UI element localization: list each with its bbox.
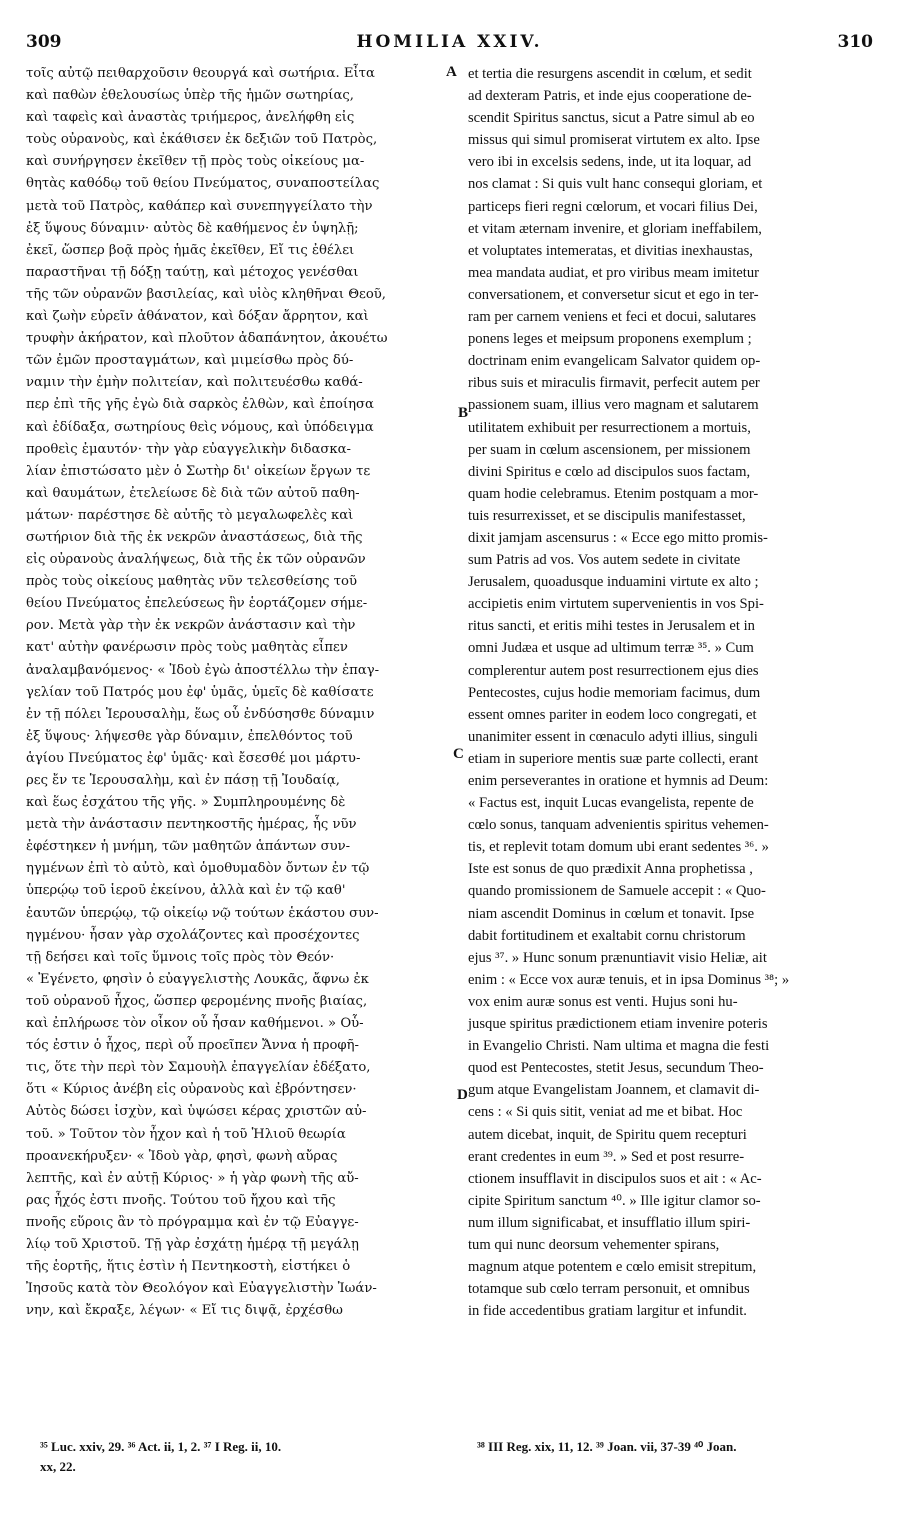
footnotes-left <box>40 1437 455 1477</box>
latin-text-line: « Factus est, inquit Lucas evangelista, repente de <box>468 795 754 812</box>
greek-text-line: ὑπερῴῳ τοῦ ἱεροῦ ἐκείνου, ἀλλὰ καὶ ἐν τῷ καθ' <box>26 883 346 899</box>
greek-text-line: γελίαν τοῦ Πατρός μου ἐφ' ὑμᾶς, ὑμεῖς δὲ καθίσατε <box>26 684 374 700</box>
latin-text-line: nos clamat : Si quis vult hanc consequi gloriam, et <box>468 176 763 193</box>
greek-text-line: εἰς οὐρανοὺς ἀναλήψεως, διὰ τῆς ἐκ τῶν οὐρανῶν <box>26 552 366 568</box>
latin-text-line: ritus sancti, et eritis mihi testes in Jerusalem et in <box>468 618 755 635</box>
greek-text-line: καὶ ζωὴν εὑρεῖν ἀθάνατον, καὶ δόξαν ἄρρητον, καὶ <box>26 309 369 325</box>
greek-text-line: τῶν ἐμῶν προσταγμάτων, καὶ μιμείσθω πρὸς δύ- <box>26 353 354 369</box>
latin-text-line: quam hodie celebramus. Etenim postquam a mor- <box>468 485 759 502</box>
latin-text-line: utilitatem exhibuit per resurrectionem a mortuis, <box>468 419 751 436</box>
greek-text-line: ἐξ ὕψους· λήψεσθε γὰρ δύναμιν, ἐπελθόντος τοῦ <box>26 728 353 744</box>
latin-text-line: tum qui nunc deorsum vehementer spirans, <box>468 1236 720 1253</box>
latin-text-line: totamque sub cœlo terram personuit, et omnibus <box>468 1281 750 1298</box>
greek-text-line: παραστῆναι τῇ δόξῃ ταύτῃ, καὶ μέτοχος γενέσθαι <box>26 264 359 280</box>
greek-text-line: θείου Πνεύματος ἐπελεύσεως ἣν ἑορτάζομεν σήμε- <box>26 596 368 612</box>
page-number-right: 310 <box>837 32 873 52</box>
latin-text-line: num illum significabat, et insufflatio illum spiri- <box>468 1214 751 1231</box>
latin-text-line: tis, et replevit totam domum ubi erant sedentes ³⁶. » <box>468 839 769 856</box>
greek-text-line: καὶ ἐδίδαξα, σωτηρίους θεὶς νόμους, καὶ ὑπόδειγμα <box>26 419 374 435</box>
latin-text-line: et vitam æternam invenire, et gloriam ineffabilem, <box>468 220 762 237</box>
latin-text-line: quando promissionem de Samuele accepit : « Quo- <box>468 883 766 900</box>
latin-text-line: gum atque Evangelistam Joannem, et clamavit di- <box>468 1082 760 1099</box>
latin-text-line: et voluptates intemeratas, et divitias inexhaustas, <box>468 242 753 259</box>
greek-text-line: λίῳ τοῦ Χριστοῦ. Τῇ γὰρ ἐσχάτῃ ἡμέρᾳ τῇ μεγάλῃ <box>26 1236 359 1252</box>
latin-text-line: Pentecostes, cujus hodie memoriam facimus, dum <box>468 684 761 701</box>
greek-text-line: περ ἐπὶ τῆς γῆς ἐγὼ διὰ σαρκὸς ἐλθὼν, καὶ ἐποίησα <box>26 397 374 413</box>
greek-text-line: πρὸς τοὺς οἰκείους μαθητὰς νῦν τελεσθείσης τοῦ <box>26 574 357 590</box>
greek-text-line: τῇ δεήσει καὶ τοῖς ὕμνοις τοῖς πρὸς τὸν Θεόν· <box>26 949 335 965</box>
greek-text-line: ἁγίου Πνεύματος ἐφ' ὑμᾶς· καὶ ἔσεσθέ μοι μάρτυ- <box>26 750 361 766</box>
section-marker-d: D <box>457 1087 468 1103</box>
latin-text-line: particeps fieri regni cœlorum, et vocari filius Dei, <box>468 198 758 215</box>
page-header <box>26 32 873 58</box>
greek-text-line: τοῖς αὐτῷ πειθαρχοῦσιν θεουργά καὶ σωτήρια. Εἶτα <box>26 66 375 81</box>
greek-text-line: μετὰ τοῦ Πατρὸς, καθάπερ καὶ συνεπηγγείλατο τὴν <box>26 198 373 214</box>
latin-text-line: enim perseverantes in oratione et hymnis ad Deum: <box>468 773 769 789</box>
greek-text-line: λεπτῆς, καὶ ἐν αὐτῇ Κύριος· » ἡ γὰρ φωνὴ τῆς αὔ- <box>26 1170 359 1186</box>
greek-text-line: μετὰ τὴν ἀνάστασιν πεντηκοστῆς ἡμέρας, ἧς νῦν <box>26 817 357 833</box>
greek-text-line: σωτήριον διὰ τῆς ἐκ νεκρῶν ἀναστάσεως, διὰ τῆς <box>26 529 363 545</box>
greek-text-line: πνοῆς εὕροις ἂν τὸ πρόγραμμα καὶ ἐν τῷ Εὐαγγε- <box>26 1214 359 1230</box>
greek-text-line: τός ἐστιν ὁ ἦχος, περὶ οὗ προεῖπεν Ἄννα ἡ προφῆ- <box>26 1038 359 1054</box>
latin-text-line: ribus suis et miraculis firmavit, perfecit autem per <box>468 375 760 392</box>
running-title: HOMILIA XXIV. <box>356 32 543 52</box>
greek-text-line: τοὺς οὐρανοὺς, καὶ ἐκάθισεν ἐκ δεξιῶν τοῦ Πατρὸς, <box>26 132 378 148</box>
greek-text-line: κατ' αὐτὴν φανέρωσιν πρὸς τοὺς μαθητὰς εἶπεν <box>26 640 348 656</box>
latin-text-line: quod est Pentecostes, stetit Jesus, secundum Theo- <box>468 1060 764 1077</box>
greek-text-line: ἐφέστηκεν ἡ μνήμη, τῶν μαθητῶν ἁπάντων συν- <box>26 839 351 855</box>
latin-text-line: ponens leges et meipsum proponens exemplum ; <box>468 331 752 348</box>
latin-text-line: per suam in cœlum ascensionem, per missionem <box>468 441 751 458</box>
greek-text-line: τοῦ οὐρανοῦ ἦχος, ὥσπερ φερομένης πνοῆς βιαίας, <box>26 993 368 1009</box>
latin-text-line: ram per carnem veniens et feci et docui, salutares <box>468 309 757 326</box>
latin-text-line: missus qui simul promiserat virtutem ex alto. Ipse <box>468 132 760 149</box>
greek-text-line: ναμιν τὴν ἐμὴν πολιτείαν, καὶ πολιτευέσθω καθά- <box>26 375 363 391</box>
greek-text-line: καὶ συνήργησεν ἐκεῖθεν τῇ πρὸς τοὺς οἰκείους μα- <box>26 154 365 170</box>
latin-text-line: ejus ³⁷. » Hunc sonum prænuntiavit visio Heliæ, ait <box>468 949 767 966</box>
latin-text-line: enim : « Ecce vox auræ tenuis, et in ipsa Dominus ³⁸; » <box>468 971 790 988</box>
latin-text-line: cens : « Si quis sitit, veniat ad me et bibat. Hoc <box>468 1104 743 1121</box>
greek-text-line: τρυφὴν ἀκήρατον, καὶ πλοῦτον ἀδαπάνητον, ἀκουέτω <box>26 331 388 347</box>
latin-text-line: sum Patris ad vos. Vos autem sedete in civitate <box>468 552 741 569</box>
greek-text-line: ρον. Μετὰ γὰρ τὴν ἐκ νεκρῶν ἀνάστασιν καὶ τὴν <box>26 618 356 634</box>
section-marker-a: A <box>446 64 457 80</box>
greek-text-line: καὶ ἐπλήρωσε τὸν οἶκον οὗ ἦσαν καθήμενοι. » Οὗ- <box>26 1016 364 1032</box>
latin-text-line: in fide accedentibus gratiam largitur et infundit. <box>468 1303 747 1320</box>
greek-text-line: τῆς ἑορτῆς, ἥτις ἐστὶν ἡ Πεντηκοστὴ, εἱστήκει ὁ <box>26 1259 351 1275</box>
greek-text-line: προανεκήρυξεν· « Ἰδοὺ γὰρ, φησὶ, φωνὴ αὔρας <box>26 1148 338 1164</box>
latin-text-line: vox enim auræ sonus est venti. Hujus soni hu- <box>468 993 738 1010</box>
latin-text-line: cipite Spiritum sanctum ⁴⁰. » Ille igitur clamor so- <box>468 1192 761 1209</box>
greek-text-line: ἐν τῇ πόλει Ἱερουσαλὴμ, ἕως οὗ ἐνδύσησθε δύναμιν <box>26 706 375 722</box>
latin-text-line: ctionem insufflavit in discipulos suos et ait : « Ac- <box>468 1170 762 1187</box>
greek-text-line: νην, καὶ ἔκραξε, λέγων· « Εἴ τις διψᾷ, ἐρχέσθω <box>26 1303 343 1319</box>
page-number-left: 309 <box>26 32 62 52</box>
latin-text-line: magnum atque potentem e cœlo emisit strepitum, <box>468 1259 757 1276</box>
greek-text-line: Ἰησοῦς κατὰ τὸν Θεολόγον καὶ Εὐαγγελιστὴν Ἰωάν- <box>26 1281 377 1297</box>
greek-text-column <box>26 63 456 1322</box>
latin-text-line: et tertia die resurgens ascendit in cœlum, et sedit <box>468 66 752 82</box>
greek-text-line: ἐκεῖ, ὥσπερ βοᾷ πρὸς ἡμᾶς ἐκεῖθεν, Εἴ τις ἐθέλει <box>26 242 355 258</box>
latin-text-line: autem dicebat, inquit, de Spiritu quem recepturi <box>468 1126 747 1143</box>
latin-text-line: omni Judæa et usque ad ultimum terræ ³⁵. » Cum <box>468 640 754 657</box>
latin-text-column <box>468 63 876 1322</box>
greek-text-line: « Ἐγένετο, φησὶν ὁ εὐαγγελιστὴς Λουκᾶς, ἄφνω ἐκ <box>26 971 369 987</box>
latin-text-line: tuis resurrexisset, et se discipulis manifestasset, <box>468 507 746 524</box>
greek-text-line: ρας ἦχός ἐστι πνοῆς. Τούτου τοῦ ἤχου καὶ τῆς <box>26 1192 336 1208</box>
footnote-line: ³⁸ III Reg. xix, 11, 12. ³⁹ Joan. vii, 37-39 ⁴⁰ Joan. <box>477 1439 737 1454</box>
latin-text-line: accipietis enim virtutem supervenientis in vos Spi- <box>468 596 764 613</box>
footnote-line: ³⁵ Luc. xxiv, 29. ³⁶ Act. ii, 1, 2. ³⁷ I Reg. ii, 10. <box>40 1439 282 1454</box>
greek-text-line: τῆς τῶν οὐρανῶν βασιλείας, καὶ υἱὸς κληθῆναι Θεοῦ, <box>26 286 386 302</box>
greek-text-line: ηγμένου· ἦσαν γὰρ σχολάζοντες καὶ προσέχοντες <box>26 927 360 943</box>
latin-text-line: erant credentes in eum ³⁹. » Sed et post resurre- <box>468 1148 745 1165</box>
greek-text-line: ἑαυτῶν ὑπερῴῳ, τῷ οἰκείῳ νῷ τούτων ἑκάστου συν- <box>26 905 379 921</box>
greek-text-line: καὶ θαυμάτων, ἐτελείωσε δὲ διὰ τῶν αὐτοῦ παθη- <box>26 485 360 501</box>
greek-text-line: θητὰς καθόδῳ τοῦ θείου Πνεύματος, συναποστείλας <box>26 176 380 192</box>
greek-text-line: τοῦ. » Τοῦτον τὸν ἦχον καὶ ἡ τοῦ Ἡλιοῦ θεωρία <box>26 1126 346 1142</box>
greek-text-line: προθεὶς ἐμαυτόν· τὴν γὰρ εὐαγγελικὴν διδασκα- <box>26 441 352 457</box>
section-marker-c: C <box>453 746 464 762</box>
latin-text-line: unanimiter essent in cœnaculo adyti illius, singuli <box>468 728 758 745</box>
latin-text-line: cœlo sonus, tanquam advenientis spiritus vehemen- <box>468 817 769 834</box>
latin-text-line: conversationem, et conversetur sicut et ego in ter- <box>468 286 759 303</box>
latin-text-line: in Evangelio Christi. Nam ultima et magna die festi <box>468 1038 770 1055</box>
latin-text-line: passionem suam, illius vero magnam et salutarem <box>468 397 759 414</box>
latin-text-line: divini Spiritus e cœlo ad discipulos suos factam, <box>468 463 751 480</box>
greek-text-line: Αὐτὸς δώσει ἰσχὺν, καὶ ὑψώσει κέρας χριστῶν αὐ- <box>26 1104 367 1120</box>
greek-text-line: ρες ἔν τε Ἱερουσαλὴμ, καὶ ἐν πάσῃ τῇ Ἰουδαίᾳ, <box>26 773 340 788</box>
greek-text-line: καὶ παθὼν ἐθελουσίως ὑπὲρ τῆς ἡμῶν σωτηρίας, <box>26 88 354 104</box>
latin-text-line: etiam in superiore mentis suæ parte collecti, erant <box>468 750 759 767</box>
greek-text-line: ηγμένων ἐπὶ τὸ αὐτὸ, καὶ ὁμοθυμαδὸν ὄντων ἐν τῷ <box>26 861 370 877</box>
greek-text-line: ὅτι « Κύριος ἀνέβη εἰς οὐρανοὺς καὶ ἐβρόντησεν· <box>26 1082 357 1098</box>
latin-text-line: Jerusalem, quoadusque induamini virtute ex alto ; <box>468 574 759 591</box>
latin-text-line: dabit fortitudinem et exaltabit cornu christorum <box>468 927 746 944</box>
latin-text-line: ad dexteram Patris, et inde ejus cooperatione de- <box>468 88 752 105</box>
greek-text-line: καὶ ταφεὶς καὶ ἀναστὰς τριήμερος, ἀνελήφθη εἰς <box>26 110 355 126</box>
latin-text-line: vero ibi in excelsis sedens, inde, ut ita loquar, ad <box>468 154 752 171</box>
greek-text-line: μάτων· παρέστησε δὲ αὐτῆς τὸ μεγαλωφελὲς καὶ <box>26 507 354 523</box>
greek-text-line: ἀναλαμβανόμενος· « Ἰδοὺ ἐγὼ ἀποστέλλω τὴν ἐπαγ- <box>26 662 380 678</box>
greek-text-line: λίαν ἐπιστώσατο μὲν ὁ Σωτὴρ δι' οἰκείων ἔργων τε <box>26 463 371 479</box>
greek-text-line: τις, ὅτε τὴν περὶ τὸν Σαμουὴλ ἐπαγγελίαν ἐδέξατο, <box>26 1060 371 1076</box>
latin-text-line: Iste est sonus de quo prædixit Anna prophetissa , <box>468 861 753 878</box>
latin-text-line: essent omnes pariter in eodem loco congregati, et <box>468 706 757 723</box>
section-marker-b: B <box>458 405 469 421</box>
latin-text-line: dixit jamjam ascensurus : « Ecce ego mitto promis- <box>468 529 768 546</box>
greek-text-line: ἐξ ὕψους δύναμιν· αὐτὸς δὲ καθήμενος ἐν ὑψηλῇ; <box>26 220 359 236</box>
footnotes-right <box>477 1437 887 1457</box>
greek-text-line: καὶ ἕως ἐσχάτου τῆς γῆς. » Συμπληρουμένης δὲ <box>26 795 346 811</box>
latin-text-line: mea mandata audiat, et pro viribus meam imitetur <box>468 264 759 281</box>
latin-text-line: complerentur autem post resurrectionem ejus dies <box>468 662 759 679</box>
latin-text-line: doctrinam enim evangelicam Salvator quidem op- <box>468 353 761 370</box>
latin-text-line: jusque spiritus prædictionem etiam invenire poteris <box>468 1016 768 1033</box>
footnote-line: xx, 22. <box>40 1459 76 1474</box>
latin-text-line: niam ascendit Dominus in cœlum et tonavit. Ipse <box>468 905 755 922</box>
latin-text-line: scendit Spiritus sanctus, sicut a Patre simul ab eo <box>468 110 755 127</box>
